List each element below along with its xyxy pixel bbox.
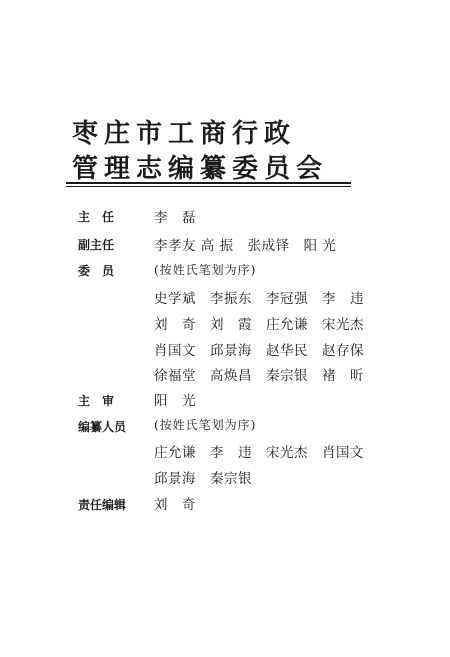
- editors-order-note: (按姓氏笔划为序): [154, 418, 257, 432]
- page-title-line-2: 管理志编纂委员会: [72, 154, 329, 184]
- members-line: 史学斌 李振东 李冠强 李 违: [154, 291, 364, 307]
- title-rule-thin: [66, 186, 351, 187]
- role-names-chief-reviewer: 阳 光: [154, 393, 196, 409]
- role-label-deputy-director: 副主任: [78, 238, 115, 252]
- page-title-line-1: 枣庄市工商行政: [72, 119, 297, 149]
- title-rule-thick: [66, 182, 351, 184]
- members-line: 徐福堂 高焕昌 秦宗银 褚 昕: [154, 368, 364, 384]
- role-names-responsible-editor: 刘 奇: [154, 497, 196, 513]
- role-label-responsible-editor: 责任编辑: [78, 498, 127, 512]
- role-label-director: 主 任: [78, 210, 115, 224]
- role-names-deputy-director: 李孝友 高 振 张成铎 阳 光: [154, 238, 337, 254]
- editors-line: 邱景海 秦宗银: [154, 471, 252, 487]
- members-line: 肖国文 邱景海 赵华民 赵存保: [154, 343, 364, 359]
- role-names-director: 李 磊: [154, 210, 196, 226]
- role-label-members: 委 员: [78, 264, 115, 278]
- role-label-editors: 编纂人员: [78, 420, 127, 434]
- editors-line: 庄允谦 李 违 宋光杰 肖国文: [154, 445, 364, 461]
- role-label-chief-reviewer: 主 审: [78, 394, 115, 408]
- members-line: 刘 奇 刘 霞 庄允谦 宋光杰: [154, 317, 364, 333]
- members-order-note: (按姓氏笔划为序): [154, 263, 257, 277]
